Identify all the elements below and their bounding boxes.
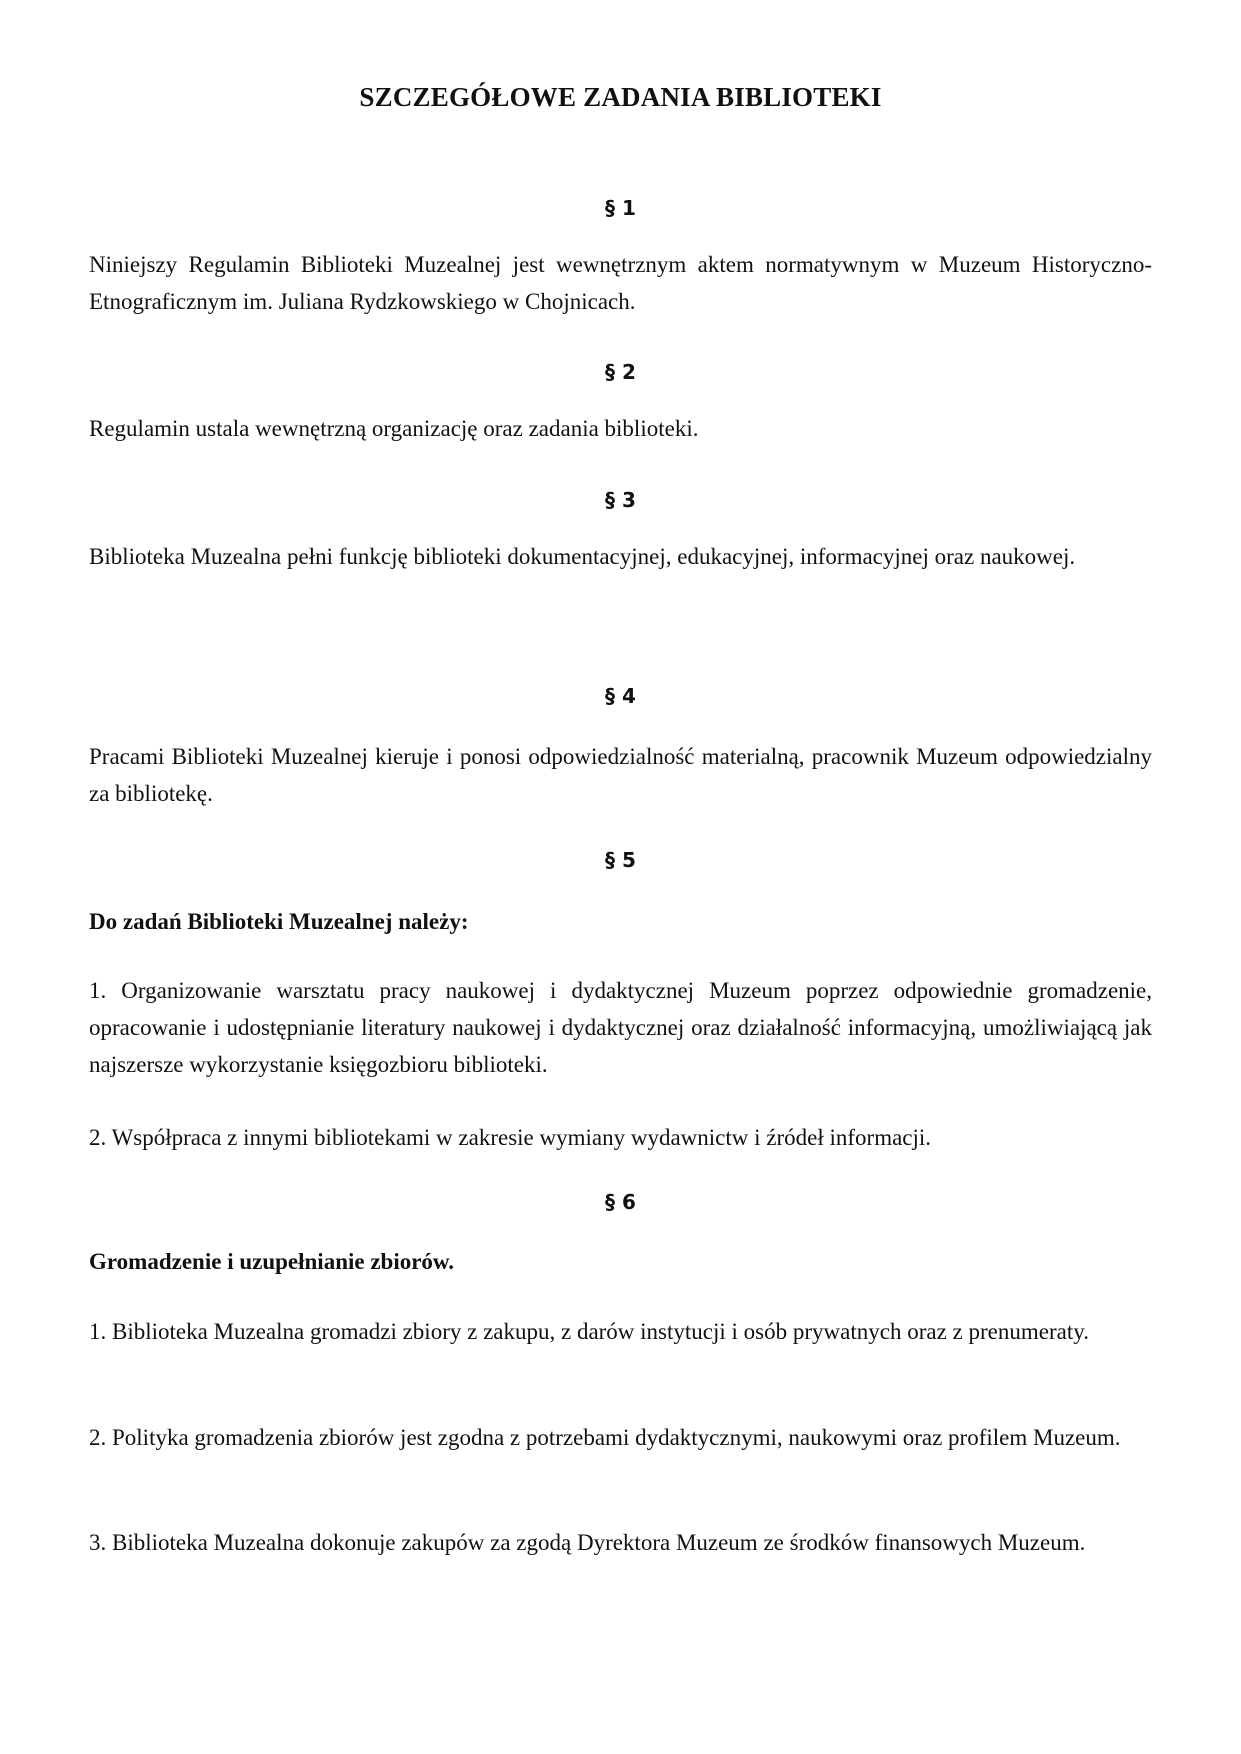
section-3-mark: § 3: [605, 488, 636, 512]
section-3-paragraph: Biblioteka Muzealna pełni funkcję biblioteki dokumentacyjnej, edukacyjnej, informacyjnej oraz naukowej.: [89, 544, 1076, 569]
section-5-heading: Do zadań Biblioteki Muzealnej należy:: [89, 909, 469, 934]
section-6-mark: § 6: [605, 1190, 636, 1214]
section-6-heading: Gromadzenie i uzupełnianie zbiorów.: [89, 1249, 455, 1274]
section-5-item-1: 1. Organizowanie warsztatu pracy naukowej i dydaktycznej Muzeum poprzez odpowiednie gromadzenie, opracowanie i udostępnianie literatury naukowej i dydaktycznej oraz działalność informacyjną, umożliwiającą jak najszersze wykorzystanie księgozbioru biblioteki.: [89, 978, 1152, 1077]
section-5-mark: § 5: [605, 848, 636, 872]
section-6-item-3: 3. Biblioteka Muzealna dokonuje zakupów za zgodą Dyrektora Muzeum ze środków finansowych Muzeum.: [89, 1530, 1086, 1555]
section-5-item-2: 2. Współpraca z innymi bibliotekami w zakresie wymiany wydawnictw i źródeł informacji.: [89, 1125, 932, 1150]
document-title: SZCZEGÓŁOWE ZADANIA BIBLIOTEKI: [359, 82, 882, 112]
section-6-item-2: 2. Polityka gromadzenia zbiorów jest zgodna z potrzebami dydaktycznymi, naukowymi oraz profilem Muzeum.: [89, 1425, 1121, 1450]
section-1-mark: § 1: [605, 196, 636, 220]
section-2-mark: § 2: [605, 360, 636, 384]
section-4-paragraph: Pracami Biblioteki Muzealnej kieruje i ponosi odpowiedzialność materialną, pracownik Muzeum odpowiedzialny za bibliotekę.: [89, 744, 1152, 806]
section-1-paragraph: Niniejszy Regulamin Biblioteki Muzealnej jest wewnętrznym aktem normatywnym w Muzeum Historyczno-Etnograficznym im. Juliana Rydzkowskiego w Chojnicach.: [89, 252, 1152, 314]
section-2-paragraph: Regulamin ustala wewnętrzną organizację oraz zadania biblioteki.: [89, 416, 699, 441]
section-4-mark: § 4: [605, 684, 636, 708]
section-6-item-1: 1. Biblioteka Muzealna gromadzi zbiory z zakupu, z darów instytucji i osób prywatnych oraz z prenumeraty.: [89, 1319, 1089, 1344]
